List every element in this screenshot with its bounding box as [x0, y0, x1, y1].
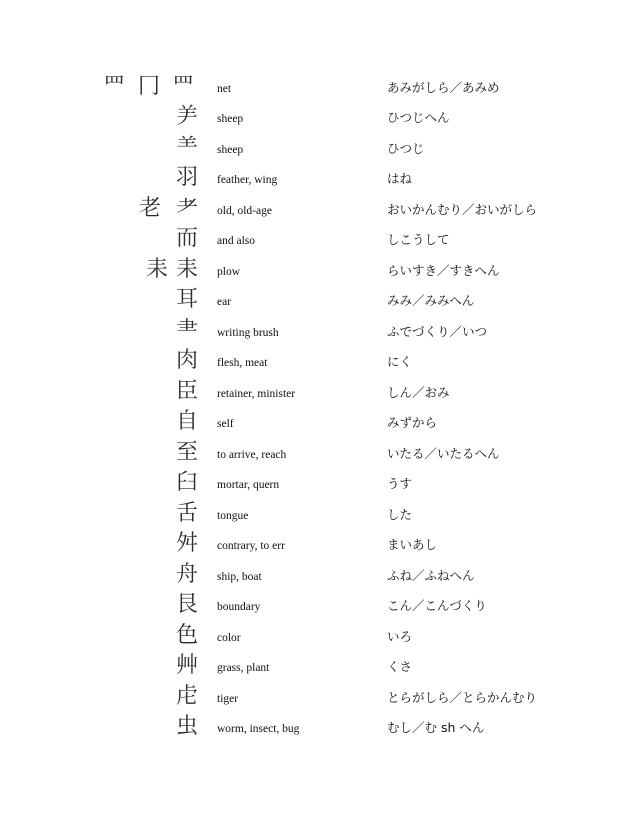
- radical-kanji: 舟: [176, 562, 199, 587]
- list-item: [0, 623, 638, 653]
- radical-reading: むし／む sh へん: [387, 720, 485, 735]
- list-item: [0, 684, 638, 714]
- list-item: [0, 196, 638, 226]
- list-item: [0, 74, 638, 104]
- list-item: [0, 226, 638, 256]
- radical-meaning: tiger: [217, 693, 239, 705]
- radical-reading: くさ: [387, 659, 413, 674]
- radical-meaning: and also: [217, 235, 256, 247]
- radical-meaning: plow: [217, 266, 240, 278]
- radical-meaning: feather, wing: [217, 174, 278, 186]
- list-item: [0, 470, 638, 500]
- list-item: [0, 501, 638, 531]
- radical-reading: しこうして: [387, 232, 450, 247]
- radical-meaning: net: [217, 83, 232, 95]
- radical-kanji: 舛: [176, 531, 199, 556]
- radical-kanji: 舌: [176, 501, 199, 526]
- radical-meaning: flesh, meat: [217, 357, 268, 369]
- radical-reading: こん／こんづくり: [387, 598, 487, 613]
- radical-reading: した: [387, 507, 413, 522]
- radical-reading: らいすき／すきへん: [387, 263, 500, 278]
- radical-kanji: 至: [176, 440, 199, 465]
- radical-kanji: 臣: [176, 379, 199, 404]
- variant-kanji-plow: 耒: [146, 257, 169, 282]
- radical-meaning: to arrive, reach: [217, 449, 287, 461]
- radical-kanji: 耒: [176, 257, 199, 282]
- radical-meaning: mortar, quern: [217, 479, 280, 491]
- radical-kanji: 色: [176, 623, 199, 648]
- radical-meaning: sheep: [217, 113, 244, 125]
- radical-kanji: 肉: [176, 348, 199, 373]
- radical-kanji: 艸: [176, 653, 199, 678]
- list-item: [0, 318, 638, 348]
- radical-reading: ふでづくり／いつ: [387, 324, 488, 339]
- list-item: [0, 104, 638, 134]
- radical-meaning: self: [217, 418, 234, 430]
- radical-meaning: ear: [217, 296, 232, 308]
- list-item: [0, 165, 638, 195]
- variant-kanji-net-2: 冂: [138, 74, 161, 99]
- radical-meaning: old, old-age: [217, 205, 272, 217]
- radical-reading: にく: [387, 354, 413, 369]
- radical-kanji: 艮: [176, 592, 199, 617]
- radical-reading: ひつじへん: [387, 110, 450, 125]
- radical-meaning: ship, boat: [217, 571, 262, 583]
- radical-reading: うす: [387, 476, 413, 491]
- radical-kanji: ⺶: [176, 104, 199, 129]
- list-item: [0, 440, 638, 470]
- radical-meaning: color: [217, 632, 241, 644]
- list-item: [0, 531, 638, 561]
- list-item: [0, 592, 638, 622]
- radical-meaning: retainer, minister: [217, 388, 296, 400]
- radical-reading: ふね／ふねへん: [387, 568, 475, 583]
- radical-meaning: boundary: [217, 601, 261, 613]
- radical-kanji: 虫: [176, 714, 199, 739]
- radical-meaning: contrary, to err: [217, 540, 285, 552]
- radical-reading: いろ: [387, 629, 413, 644]
- radical-meaning: worm, insect, bug: [217, 723, 300, 735]
- radical-kanji: 臼: [176, 470, 199, 495]
- radical-reading: みずから: [387, 415, 438, 430]
- radical-meaning: writing brush: [217, 327, 279, 339]
- list-item: [0, 135, 638, 165]
- radical-reading: みみ／みみへん: [387, 293, 475, 308]
- radical-reading: しん／おみ: [387, 385, 450, 400]
- list-item: [0, 287, 638, 317]
- variant-kanji-net-1: 罒: [103, 74, 126, 99]
- list-item: [0, 379, 638, 409]
- list-item: [0, 562, 638, 592]
- list-item: [0, 714, 638, 744]
- radical-kanji: ⺹: [176, 196, 199, 221]
- radical-kanji: 自: [176, 409, 199, 434]
- radical-kanji: 而: [176, 226, 199, 251]
- radical-kanji: ⺷: [176, 135, 199, 160]
- radical-meaning: tongue: [217, 510, 249, 522]
- radical-reading: まいあし: [387, 537, 438, 552]
- radical-kanji: 虍: [176, 684, 199, 709]
- radical-reading: とらがしら／とらかんむり: [387, 690, 538, 705]
- list-item: [0, 653, 638, 683]
- radical-reading: はね: [387, 171, 413, 186]
- list-item: [0, 257, 638, 287]
- variant-kanji-old: 老: [139, 196, 162, 221]
- radical-kanji: ⺻: [176, 318, 199, 343]
- radical-kanji: 耳: [176, 287, 199, 312]
- radical-meaning: grass, plant: [217, 662, 270, 674]
- radical-kanji: 羽: [176, 165, 199, 190]
- radical-meaning: sheep: [217, 144, 244, 156]
- list-item: [0, 348, 638, 378]
- radical-reading: ひつじ: [387, 141, 425, 156]
- list-item: [0, 409, 638, 439]
- radical-reading: おいかんむり／おいがしら: [387, 202, 538, 217]
- radical-reading: いたる／いたるへん: [387, 446, 500, 461]
- radical-reading: あみがしら／あみめ: [387, 80, 500, 95]
- radical-kanji: ⺲: [172, 74, 195, 99]
